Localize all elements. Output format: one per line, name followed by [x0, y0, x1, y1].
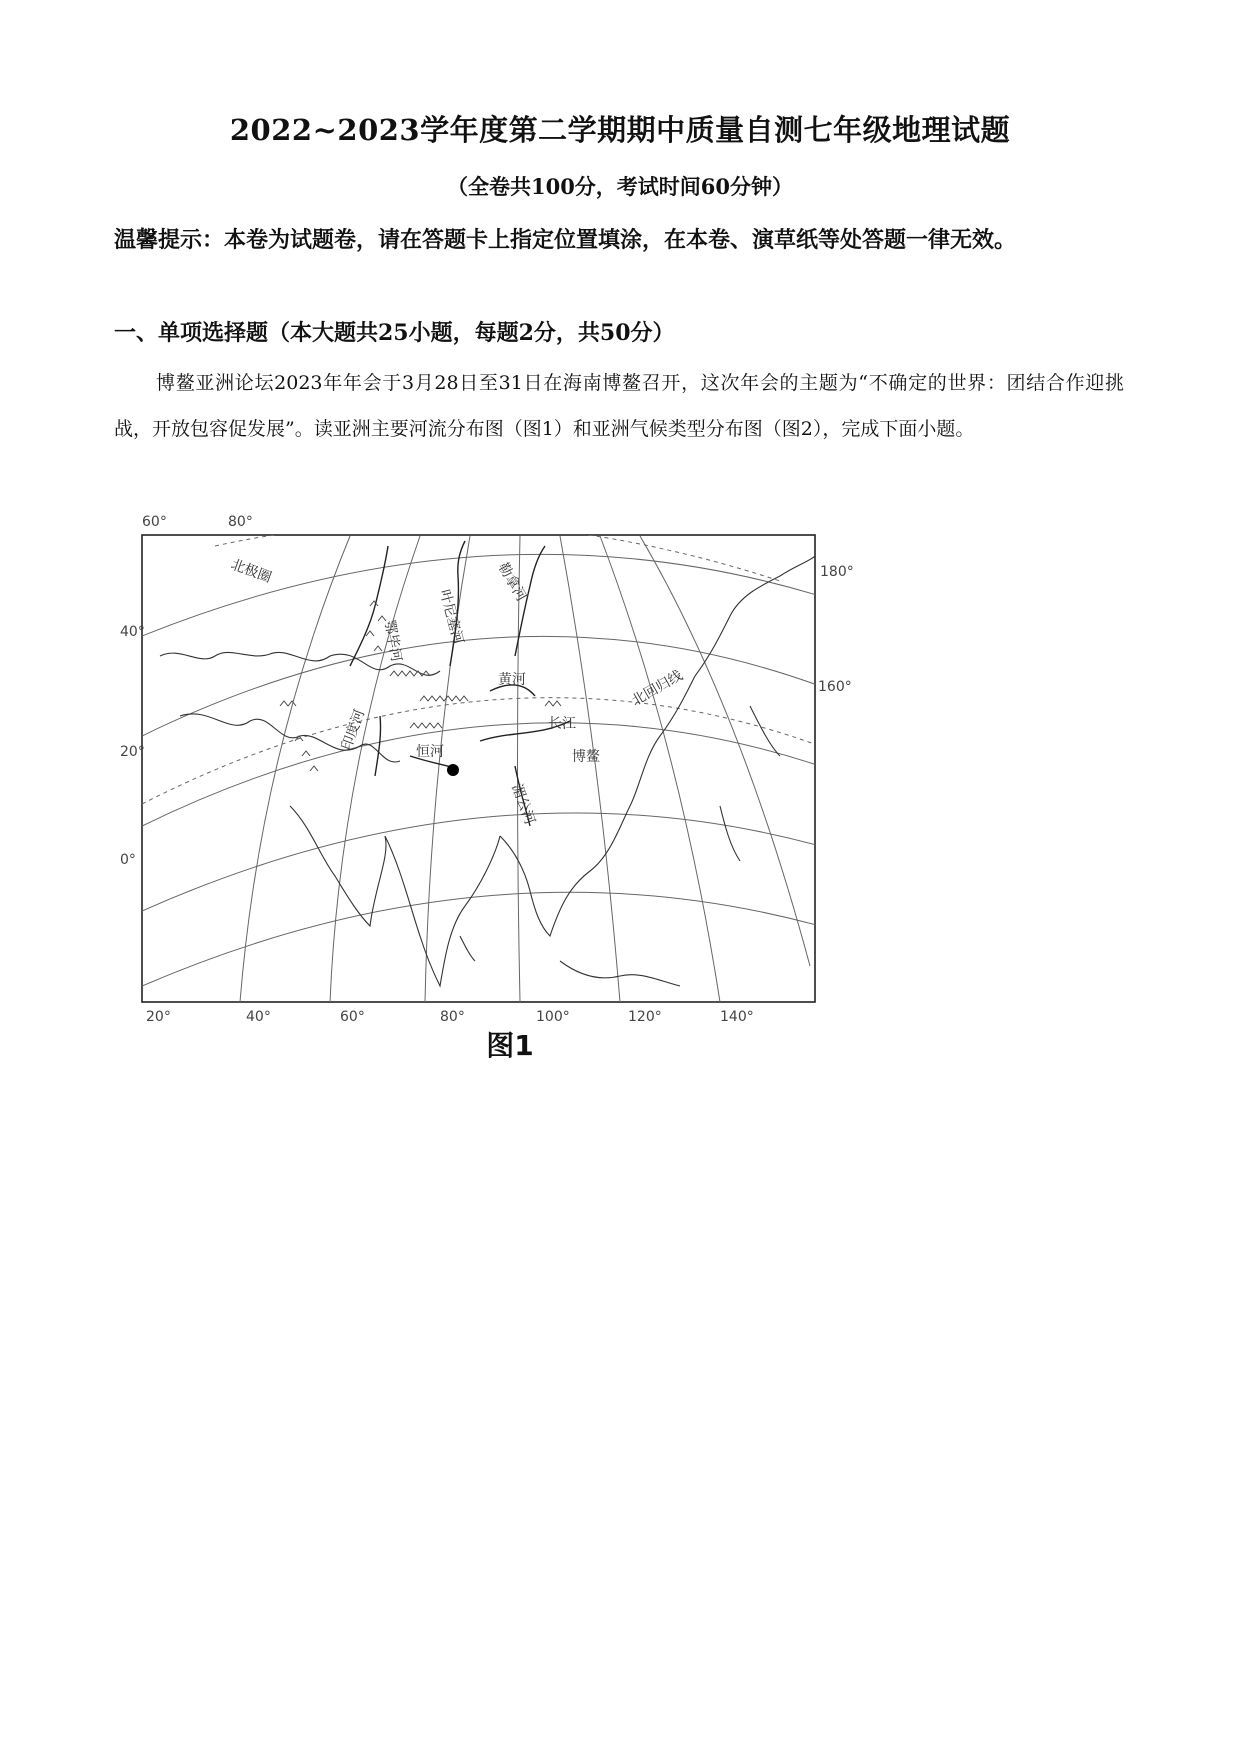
river-label-lena: 勒拿河 — [494, 560, 530, 605]
lon-bottom-label-0: 20° — [146, 1009, 171, 1025]
lon-bottom-label-6: 140° — [720, 1009, 754, 1025]
graticule-meridian-140 — [600, 536, 720, 1002]
asia-river-map — [120, 506, 860, 1066]
river-label-mekong: 湄公河 — [508, 781, 538, 827]
lon-bottom-label-5: 120° — [628, 1009, 662, 1025]
marker-dot — [447, 764, 459, 776]
river-label-changjiang: 长江 — [548, 716, 576, 732]
lon-top-label-0: 60° — [142, 514, 167, 530]
river-label-ob: 鄂毕河 — [381, 618, 405, 664]
map-frame — [142, 535, 815, 1002]
river-indus — [375, 716, 381, 776]
place-label-boao: 博鳌 — [572, 749, 600, 765]
lat-label-1: 20° — [120, 744, 145, 760]
lat-label-2: 0° — [120, 852, 136, 868]
graticule-meridian-120 — [560, 536, 620, 1002]
lon-bottom-label-1: 40° — [246, 1009, 271, 1025]
lat-label-0: 40° — [120, 624, 145, 640]
lon-top-label-1: 80° — [228, 514, 253, 530]
river-label-huanghe: 黄河 — [498, 672, 526, 688]
lon-bottom-label-4: 100° — [536, 1009, 570, 1025]
lon-right-label-0: 180° — [820, 564, 854, 580]
tropic-line — [142, 698, 820, 804]
section-heading: 一、单项选择题（本大题共25小题，每题2分，共50分） — [114, 320, 675, 346]
page-title: 2022~2023学年度第二学期期中质量自测七年级地理试题 — [229, 113, 1011, 147]
map-svg — [120, 506, 860, 1066]
lon-bottom-label-3: 80° — [440, 1009, 465, 1025]
lon-right-label-1: 160° — [818, 679, 852, 695]
graticule-meridian-160 — [640, 536, 810, 966]
graticule-lat-0 — [142, 892, 820, 986]
river-label-ganges: 恒河 — [416, 744, 444, 760]
page-subtitle: （全卷共100分，考试时间60分钟） — [446, 174, 794, 199]
river-label-yenisei: 叶尼塞河 — [436, 587, 467, 647]
graticule-lat-40 — [142, 636, 820, 736]
warm-tip: 温馨提示：本卷为试题卷，请在答题卡上指定位置填涂，在本卷、演草纸等处答题一律无效。 — [114, 227, 1017, 253]
graticule-meridian-100 — [518, 536, 521, 1002]
lon-bottom-label-2: 60° — [340, 1009, 365, 1025]
tropic-label: 北回归线 — [629, 667, 686, 710]
river-label-indus: 印度河 — [338, 707, 369, 753]
figure-caption: 图1 — [486, 1029, 534, 1062]
river-ob — [350, 546, 388, 666]
graticule-lat-20 — [142, 723, 820, 826]
question-intro: 博鳌亚洲论坛2023年年会于3月28日至31日在海南博鳌召开，这次年会的主题为“不确定的世界：团结合作迎挑战，开放包容促发展”。读亚洲主要河流分布图（图1）和亚洲气候类型分布图（图2），完成下面小题。 — [114, 372, 1124, 440]
arctic-circle-label: 北极圈 — [228, 556, 274, 587]
graticule-meridian-40 — [240, 536, 350, 1002]
